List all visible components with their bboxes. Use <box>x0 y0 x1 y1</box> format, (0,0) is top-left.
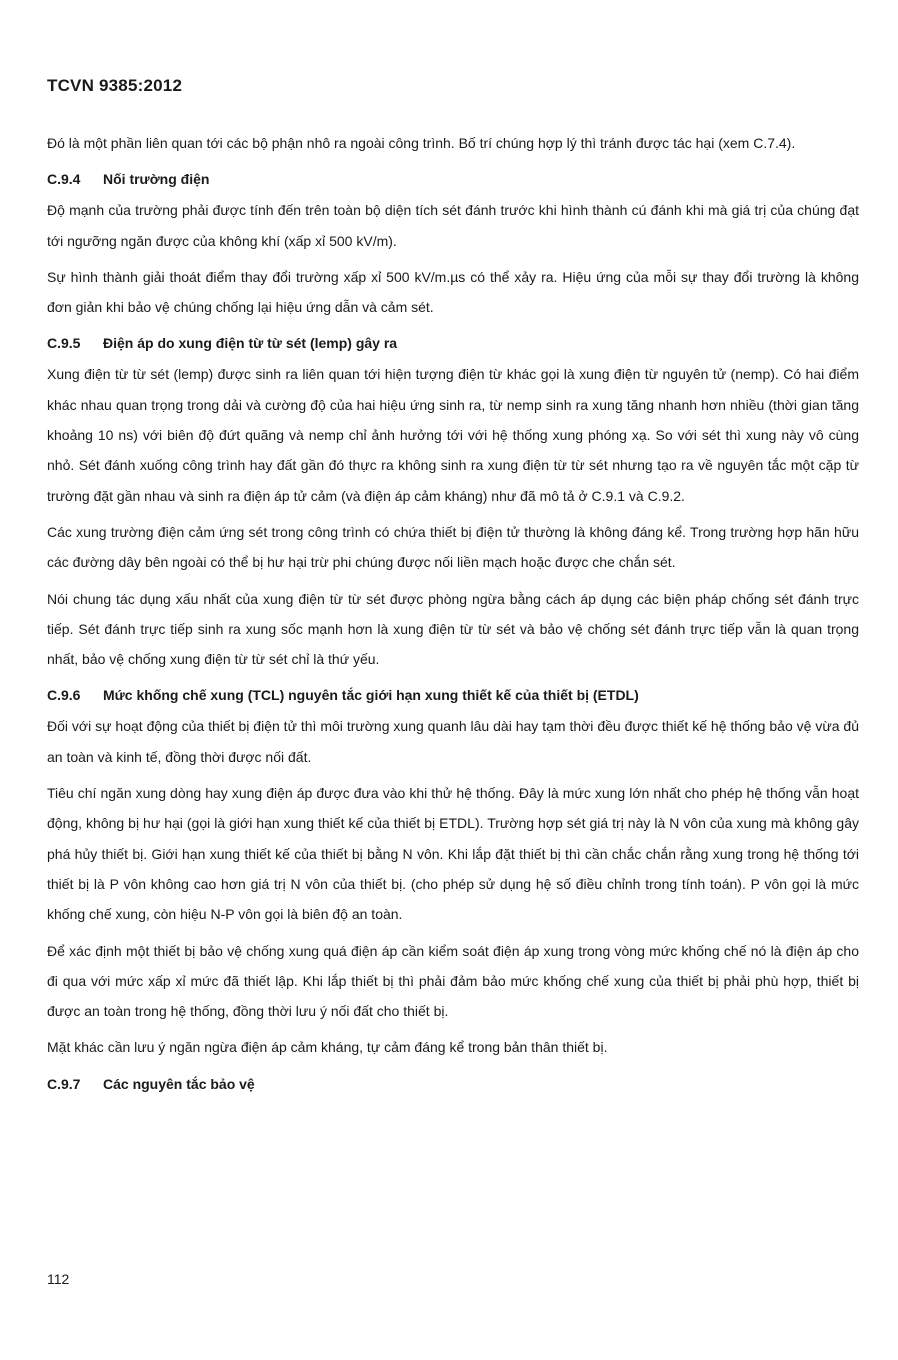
paragraph: Các xung trường điện cảm ứng sét trong công trình có chứa thiết bị điện tử thường là không đáng kể. Trong trường hợp hãn hữu các đường dây bên ngoài có thể bị hư hại trừ phi chúng được nối liền mạch hoặc được che chắn sét. <box>47 523 859 571</box>
section-number: C.9.7 <box>47 1075 81 1092</box>
paragraph: Nói chung tác dụng xấu nhất của xung điện từ từ sét được phòng ngừa bằng cách áp dụng các biện pháp chống sét đánh trực tiếp. Sét đánh trực tiếp sinh ra xung sốc mạnh hơn là xung điện từ từ sét và bảo vệ chống sét đánh trực tiếp vẫn là quan trọng nhất, bảo vệ chống xung điện từ từ sét chỉ là thứ yếu. <box>47 590 859 668</box>
page-number: 112 <box>47 1271 70 1287</box>
section-number: C.9.6 <box>47 687 81 704</box>
paragraph: Xung điện từ từ sét (lemp) được sinh ra liên quan tới hiện tượng điện từ khác gọi là xung điện từ nguyên tử (nemp). Có hai điểm khác nhau quan trọng trong dải và cường độ của hai hiệu ứng sinh ra, từ nemp sinh ra xung tăng nhanh hơn nhiều (thời gian tăng khoảng 10 ns) với biên độ đứt quãng và nemp chỉ ảnh hưởng tới với hệ thống xung phóng xạ. So với sét thì xung này vô cùng nhỏ. Sét đánh xuống công trình hay đất gần đó thực ra không sinh ra xung điện từ từ sét nhưng tạo ra về nguyên tắc một cặp từ trường đặt gần nhau và sinh ra điện áp tử cảm (và điện áp cảm kháng) như đã mô tả ở C.9.1 và C.9.2. <box>47 366 859 504</box>
paragraph: Đối với sự hoạt động của thiết bị điện tử thì môi trường xung quanh lâu dài hay tạm thời đều được thiết kế hệ thống bảo vệ vừa đủ an toàn và kinh tế, đồng thời được nối đất. <box>47 718 859 765</box>
paragraph: Độ mạnh của trường phải được tính đến trên toàn bộ diện tích sét đánh trước khi hình thành cú đánh khi mà giá trị của chúng đạt tới ngưỡng ngăn được của không khí (xấp xỉ 500 kV/m). <box>47 202 859 249</box>
section-title: Các nguyên tắc bảo vệ <box>103 1075 255 1092</box>
section-number: C.9.5 <box>47 335 81 352</box>
section-title: Điện áp do xung điện từ từ sét (lemp) gây ra <box>103 335 398 352</box>
paragraph: Để xác định một thiết bị bảo vệ chống xung quá điện áp cần kiểm soát điện áp xung trong vòng mức khống chế nó là điện áp cho đi qua với mức xấp xỉ mức đã thiết lập. Khi lắp thiết bị thì phải đảm bảo mức khống chế xung của thiết bị phải phù hợp, thiết bị được an toàn trong hệ thống, đồng thời lưu ý nối đất cho thiết bị. <box>47 942 859 1020</box>
paragraph: Mặt khác cần lưu ý ngăn ngừa điện áp cảm kháng, tự cảm đáng kể trong bản thân thiết bị. <box>47 1039 608 1056</box>
paragraph: Đó là một phần liên quan tới các bộ phận nhô ra ngoài công trình. Bố trí chúng hợp lý thì tránh được tác hại (xem C.7.4). <box>47 135 796 151</box>
paragraph: Tiêu chí ngăn xung dòng hay xung điện áp được đưa vào khi thử hệ thống. Đây là mức xung lớn nhất cho phép hệ thống vẫn hoạt động, không bị hư hại (gọi là giới hạn xung thiết kế của thiết bị ETDL). Trường hợp sét giá trị này là N vôn của xung mà không gây phá hủy thiết bị. Giới hạn xung thiết kế của thiết bị bằng N vôn. Khi lắp đặt thiết bị thì cần chắc chắn rằng xung trong hệ thống tới thiết bị là P vôn không cao hơn giá trị N vôn của thiết bị. (cho phép sử dụng hệ số điều chỉnh trong tính toán). P vôn gọi là mức khống chế xung, còn hiệu N-P vôn gọi là biên độ an toàn. <box>47 785 859 923</box>
document-code: TCVN 9385:2012 <box>47 76 183 95</box>
section-number: C.9.4 <box>47 171 81 188</box>
document-body <box>47 128 859 1100</box>
section-title: Nối trường điện <box>103 171 210 188</box>
section-heading-c94 <box>47 165 859 193</box>
section-heading-c97 <box>47 1070 859 1098</box>
section-heading-c96 <box>47 681 859 709</box>
paragraph: Sự hình thành giải thoát điểm thay đổi trường xấp xỉ 500 kV/m.µs có thể xảy ra. Hiệu ứng của mỗi sự thay đổi trường là không đơn giản khi bảo vệ chúng chống lại hiệu ứng dẫn và cảm sét. <box>47 268 859 316</box>
section-title: Mức khống chế xung (TCL) nguyên tắc giới hạn xung thiết kế của thiết bị (ETDL) <box>103 687 639 704</box>
section-heading-c95 <box>47 329 859 357</box>
